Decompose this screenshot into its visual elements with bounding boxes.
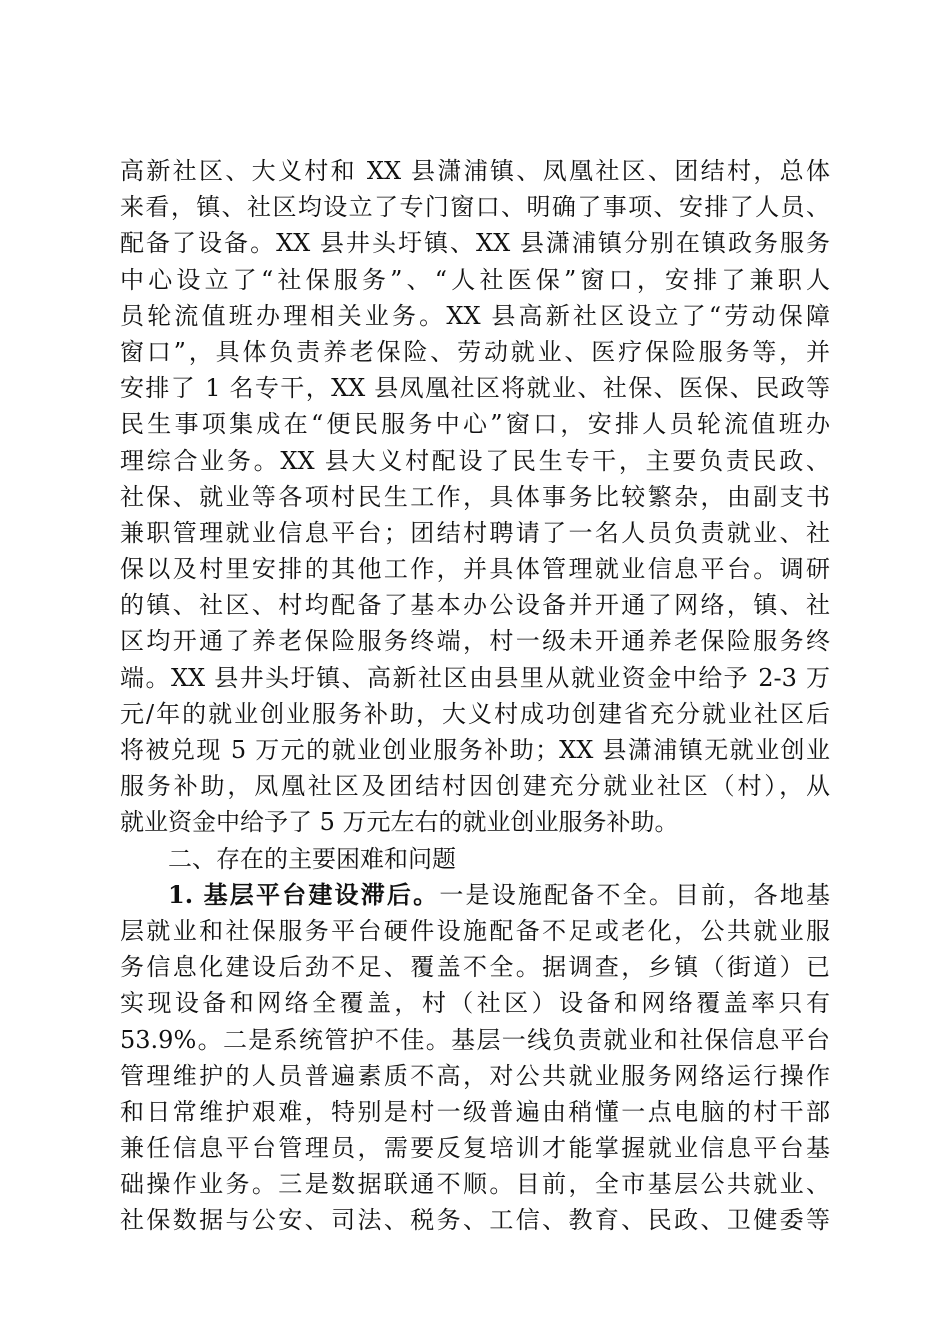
- paragraph-line: 安排了 1 名专干，XX 县凤凰社区将就业、社保、医保、民政等: [120, 374, 830, 403]
- paragraph-line: 社保、就业等各项村民生工作，具体事务比较繁杂，由副支书: [120, 482, 830, 511]
- paragraph-line: 和日常维护艰难，特别是村一级普遍由稍懂一点电脑的村干部: [120, 1097, 830, 1126]
- first-line-text: 一是设施配备不全。目前，各地基: [439, 880, 830, 909]
- paragraph-line: 员轮流值班办理相关业务。XX 县高新社区设立了“劳动保障: [120, 301, 830, 330]
- paragraph-line: 兼职管理就业信息平台；团结村聘请了一名人员负责就业、社: [120, 518, 830, 547]
- paragraph-line: 元/年的就业创业服务补助，大义村成功创建省充分就业社区后: [120, 699, 830, 728]
- paragraph-line: 兼任信息平台管理员，需要反复培训才能掌握就业信息平台基: [120, 1134, 830, 1163]
- subheading-bold-lead: 1. 基层平台建设滞后。: [168, 879, 440, 909]
- paragraph-line: 高新社区、大义村和 XX 县潇浦镇、凤凰社区、团结村，总体: [120, 157, 830, 185]
- paragraph-line: 保以及村里安排的其他工作，并具体管理就业信息平台。调研: [120, 555, 830, 584]
- document-body: [120, 153, 830, 1239]
- paragraph-line: 中心设立了“社保服务”、“人社医保”窗口，安排了兼职人: [120, 265, 830, 294]
- paragraph-line: 务信息化建设后劲不足、覆盖不全。据调查，乡镇（街道）已: [120, 953, 830, 982]
- section-heading: 二、存在的主要困难和问题: [168, 844, 456, 873]
- paragraph-line: 端。XX 县井头圩镇、高新社区由县里从就业资金中给予 2-3 万: [120, 663, 830, 692]
- paragraph-employment-service-status: [120, 153, 830, 841]
- paragraph-line: 窗口”，具体负责养老保险、劳动就业、医疗保险服务等，并: [120, 337, 830, 366]
- paragraph-line: 来看，镇、社区均设立了专门窗口、明确了事项、安排了人员、: [120, 193, 830, 222]
- paragraph-line: 区均开通了养老保险服务终端，村一级未开通养老保险服务终: [120, 627, 830, 656]
- paragraph-line: 服务补助，凤凰社区及团结村因创建充分就业社区（村），从: [120, 772, 830, 801]
- paragraph-line: 层就业和社保服务平台硬件设施配备不足或老化，公共就业服: [120, 916, 830, 945]
- paragraph-line: 53.9%。二是系统管护不佳。基层一线负责就业和社保信息平台: [120, 1025, 830, 1054]
- paragraph-line: 将被兑现 5 万元的就业创业服务补助；XX 县潇浦镇无就业创业: [120, 736, 830, 764]
- paragraph-line: 实现设备和网络全覆盖，村（社区）设备和网络覆盖率只有: [120, 989, 830, 1018]
- paragraph-line: 配备了设备。XX 县井头圩镇、XX 县潇浦镇分别在镇政务服务: [120, 229, 830, 258]
- paragraph-first-line: [120, 877, 830, 913]
- paragraph-line: 理综合业务。XX 县大义村配设了民生专干，主要负责民政、: [120, 446, 830, 475]
- paragraph-line: 社保数据与公安、司法、税务、工信、教育、民政、卫健委等: [120, 1206, 830, 1235]
- paragraph-line: 的镇、社区、村均配备了基本办公设备并开通了网络，镇、社: [120, 591, 830, 620]
- paragraph-line: 民生事项集成在“便民服务中心”窗口，安排人员轮流值班办: [120, 410, 830, 439]
- paragraph-platform-problems: [120, 877, 830, 1239]
- paragraph-line: 础操作业务。三是数据联通不顺。目前，全市基层公共就业、: [120, 1170, 830, 1199]
- paragraph-line: 就业资金中给予了 5 万元左右的就业创业服务补助。: [120, 808, 679, 837]
- paragraph-line: 管理维护的人员普遍素质不高，对公共就业服务网络运行操作: [120, 1061, 830, 1090]
